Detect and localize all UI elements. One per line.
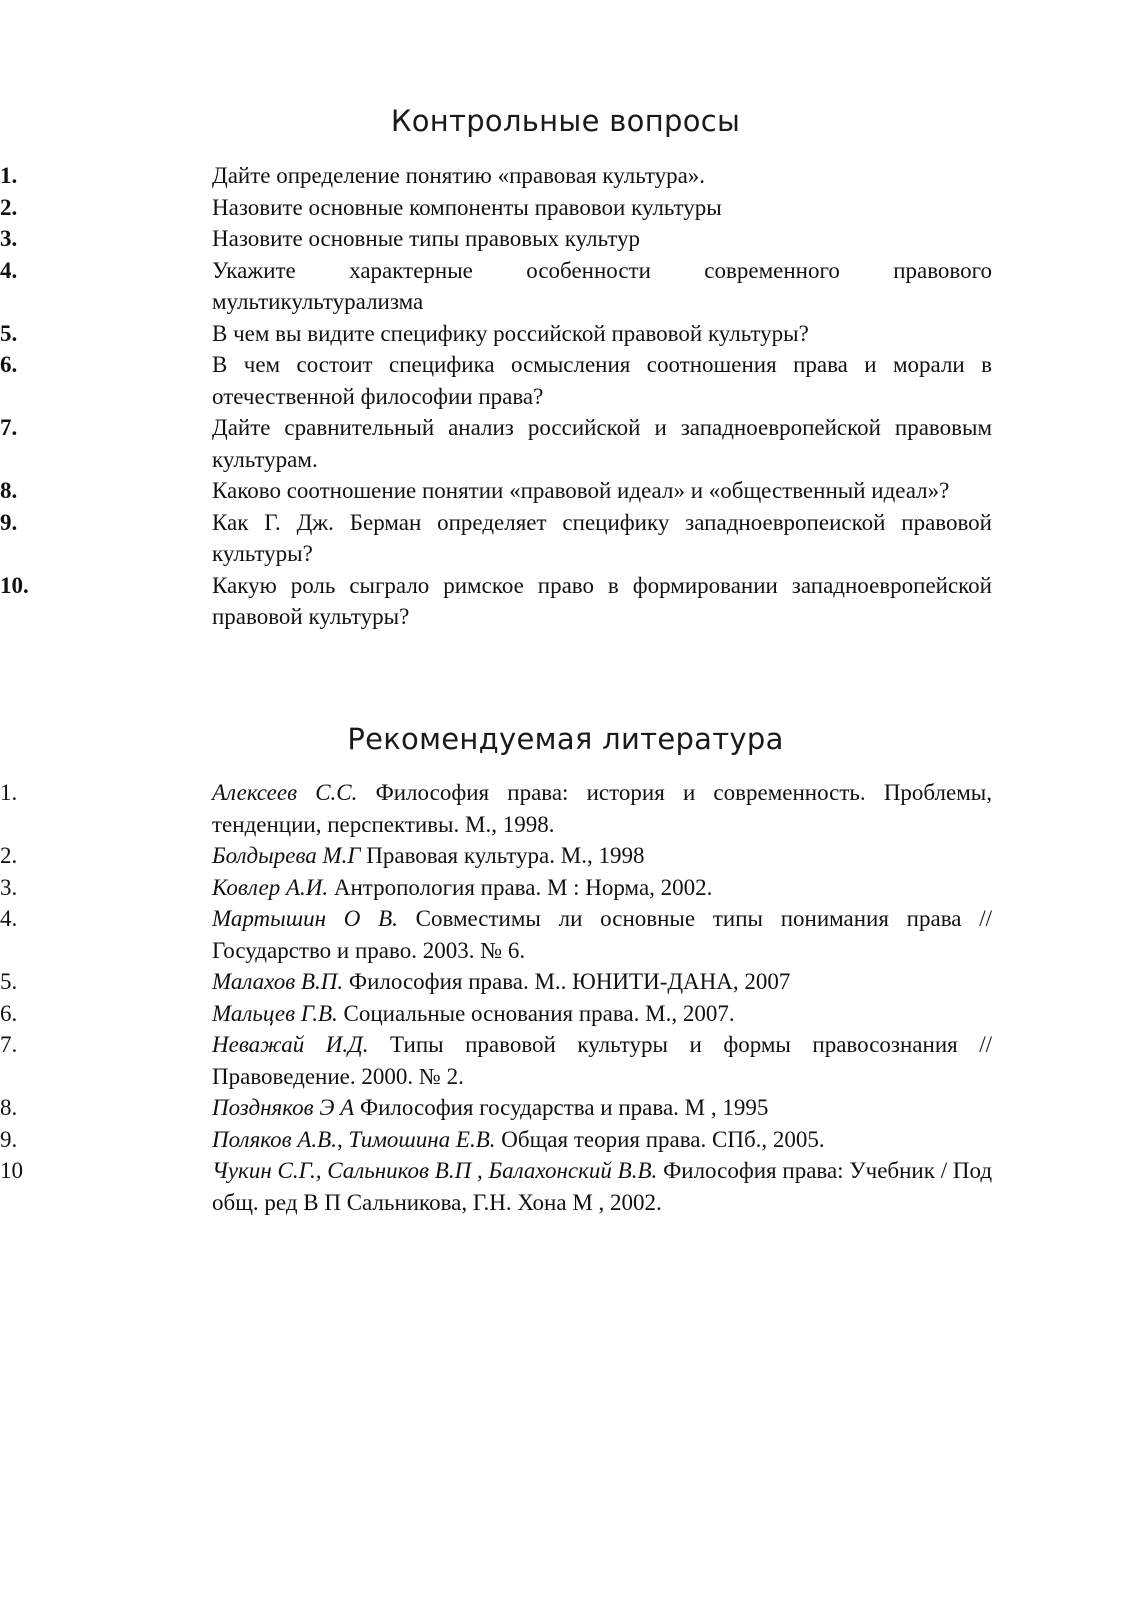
reference-text: Социальные основания права. М., 2007. xyxy=(343,1000,735,1026)
question-item xyxy=(0,255,992,318)
reference-item xyxy=(0,966,992,998)
reference-text: Общая теория права. СПб., 2005. xyxy=(501,1126,825,1152)
reference-author: Болдырева М.Г xyxy=(212,843,361,868)
reference-number: 7. xyxy=(0,1032,18,1057)
reference-number: 10 xyxy=(0,1158,23,1183)
question-item xyxy=(0,223,992,255)
reference-item xyxy=(0,903,992,966)
reference-number: 9. xyxy=(0,1126,18,1152)
reference-number: 2. xyxy=(0,843,18,868)
question-text: Как Г. Дж. Берман определяет специфику западноевропеиской правовой культуры? xyxy=(212,509,992,566)
question-item xyxy=(0,318,992,350)
questions-list xyxy=(0,160,1131,633)
reference-item xyxy=(0,1124,992,1156)
reference-text: Правовая культура. М., 1998 xyxy=(366,843,645,868)
reference-author: Неважай И.Д. xyxy=(212,1032,369,1057)
question-item xyxy=(0,192,992,224)
question-text: Какую роль сыграло римское право в формировании западноевропейской правовой культуры? xyxy=(212,572,992,629)
question-text: Дайте сравнительный анализ российской и западноевропейской правовым культурам. xyxy=(212,415,992,472)
literature-heading: Рекомендуемая литература xyxy=(347,722,784,756)
reference-author: Поздняков Э А xyxy=(212,1095,355,1120)
reference-text: Совместимы ли основные типы понимания права // Государство и право. 2003. № 6. xyxy=(212,906,992,963)
reference-number: 4. xyxy=(0,906,18,931)
question-text: Назовите основные типы правовых культур xyxy=(212,226,640,251)
reference-number: 8. xyxy=(0,1095,18,1120)
question-number: 3. xyxy=(0,226,18,251)
question-number: 4. xyxy=(0,257,18,283)
literature-list xyxy=(0,777,1131,1218)
reference-author: Алексеев С.С. xyxy=(212,780,358,805)
question-number: 5. xyxy=(0,320,18,346)
question-number: 9. xyxy=(0,509,18,535)
reference-item xyxy=(0,840,992,872)
question-item xyxy=(0,507,992,570)
question-number: 1. xyxy=(0,163,18,188)
question-number: 7. xyxy=(0,415,18,440)
reference-item xyxy=(0,777,992,840)
question-text: Дайте определение понятию «правовая культура». xyxy=(212,163,706,188)
question-number: 8. xyxy=(0,478,18,503)
question-number: 10. xyxy=(0,572,29,598)
question-number: 6. xyxy=(0,352,18,377)
reference-text: Философия государства и права. М , 1995 xyxy=(359,1095,769,1120)
reference-item xyxy=(0,872,992,904)
question-item xyxy=(0,412,992,475)
reference-item xyxy=(0,1092,992,1124)
reference-text: Философия права: Учебник / Под общ. ред В П Сальникова, Г.Н. Хона М , 2002. xyxy=(212,1158,993,1215)
reference-number: 3. xyxy=(0,874,18,900)
question-text: В чем вы видите специфику российской правовой культуры? xyxy=(212,320,809,346)
reference-item xyxy=(0,998,992,1030)
question-item xyxy=(0,160,992,192)
questions-heading: Контрольные вопросы xyxy=(390,104,741,138)
reference-item xyxy=(0,1029,992,1092)
reference-number: 1. xyxy=(0,780,18,805)
reference-item xyxy=(0,1155,992,1218)
reference-author: Ковлер А.И. xyxy=(212,874,329,900)
reference-author: Чукин С.Г., Сальников В.П , Балахонский В.В. xyxy=(212,1158,658,1183)
question-number: 2. xyxy=(0,194,18,220)
question-item xyxy=(0,570,992,633)
question-item xyxy=(0,349,992,412)
reference-author: Поляков А.В., Тимошина Е.В. xyxy=(212,1126,496,1152)
reference-text: Философия права: история и современность. Проблемы, тенденции, перспективы. М., 1998. xyxy=(212,780,993,837)
reference-number: 5. xyxy=(0,969,18,994)
reference-author: Малахов В.П. xyxy=(212,969,344,994)
reference-author: Мартышин О В. xyxy=(212,906,398,931)
question-text: В чем состоит специфика осмысления соотношения права и морали в отечественной философии права? xyxy=(212,352,992,409)
question-text: Каково соотношение понятии «правовой идеал» и «общественный идеал»? xyxy=(212,478,950,503)
question-text: Назовите основные компоненты правовои культуры xyxy=(212,194,722,220)
question-text: Укажите характерные особенности современного правового мультикультурализма xyxy=(212,257,992,314)
question-item xyxy=(0,475,992,507)
reference-number: 6. xyxy=(0,1000,18,1026)
reference-text: Философия права. М.. ЮНИТИ-ДАНА, 2007 xyxy=(348,969,791,994)
reference-text: Типы правовой культуры и формы правосознания // Правоведение. 2000. № 2. xyxy=(212,1032,993,1089)
reference-text: Антропология права. М : Норма, 2002. xyxy=(333,874,713,900)
reference-author: Мальцев Г.В. xyxy=(212,1000,338,1026)
